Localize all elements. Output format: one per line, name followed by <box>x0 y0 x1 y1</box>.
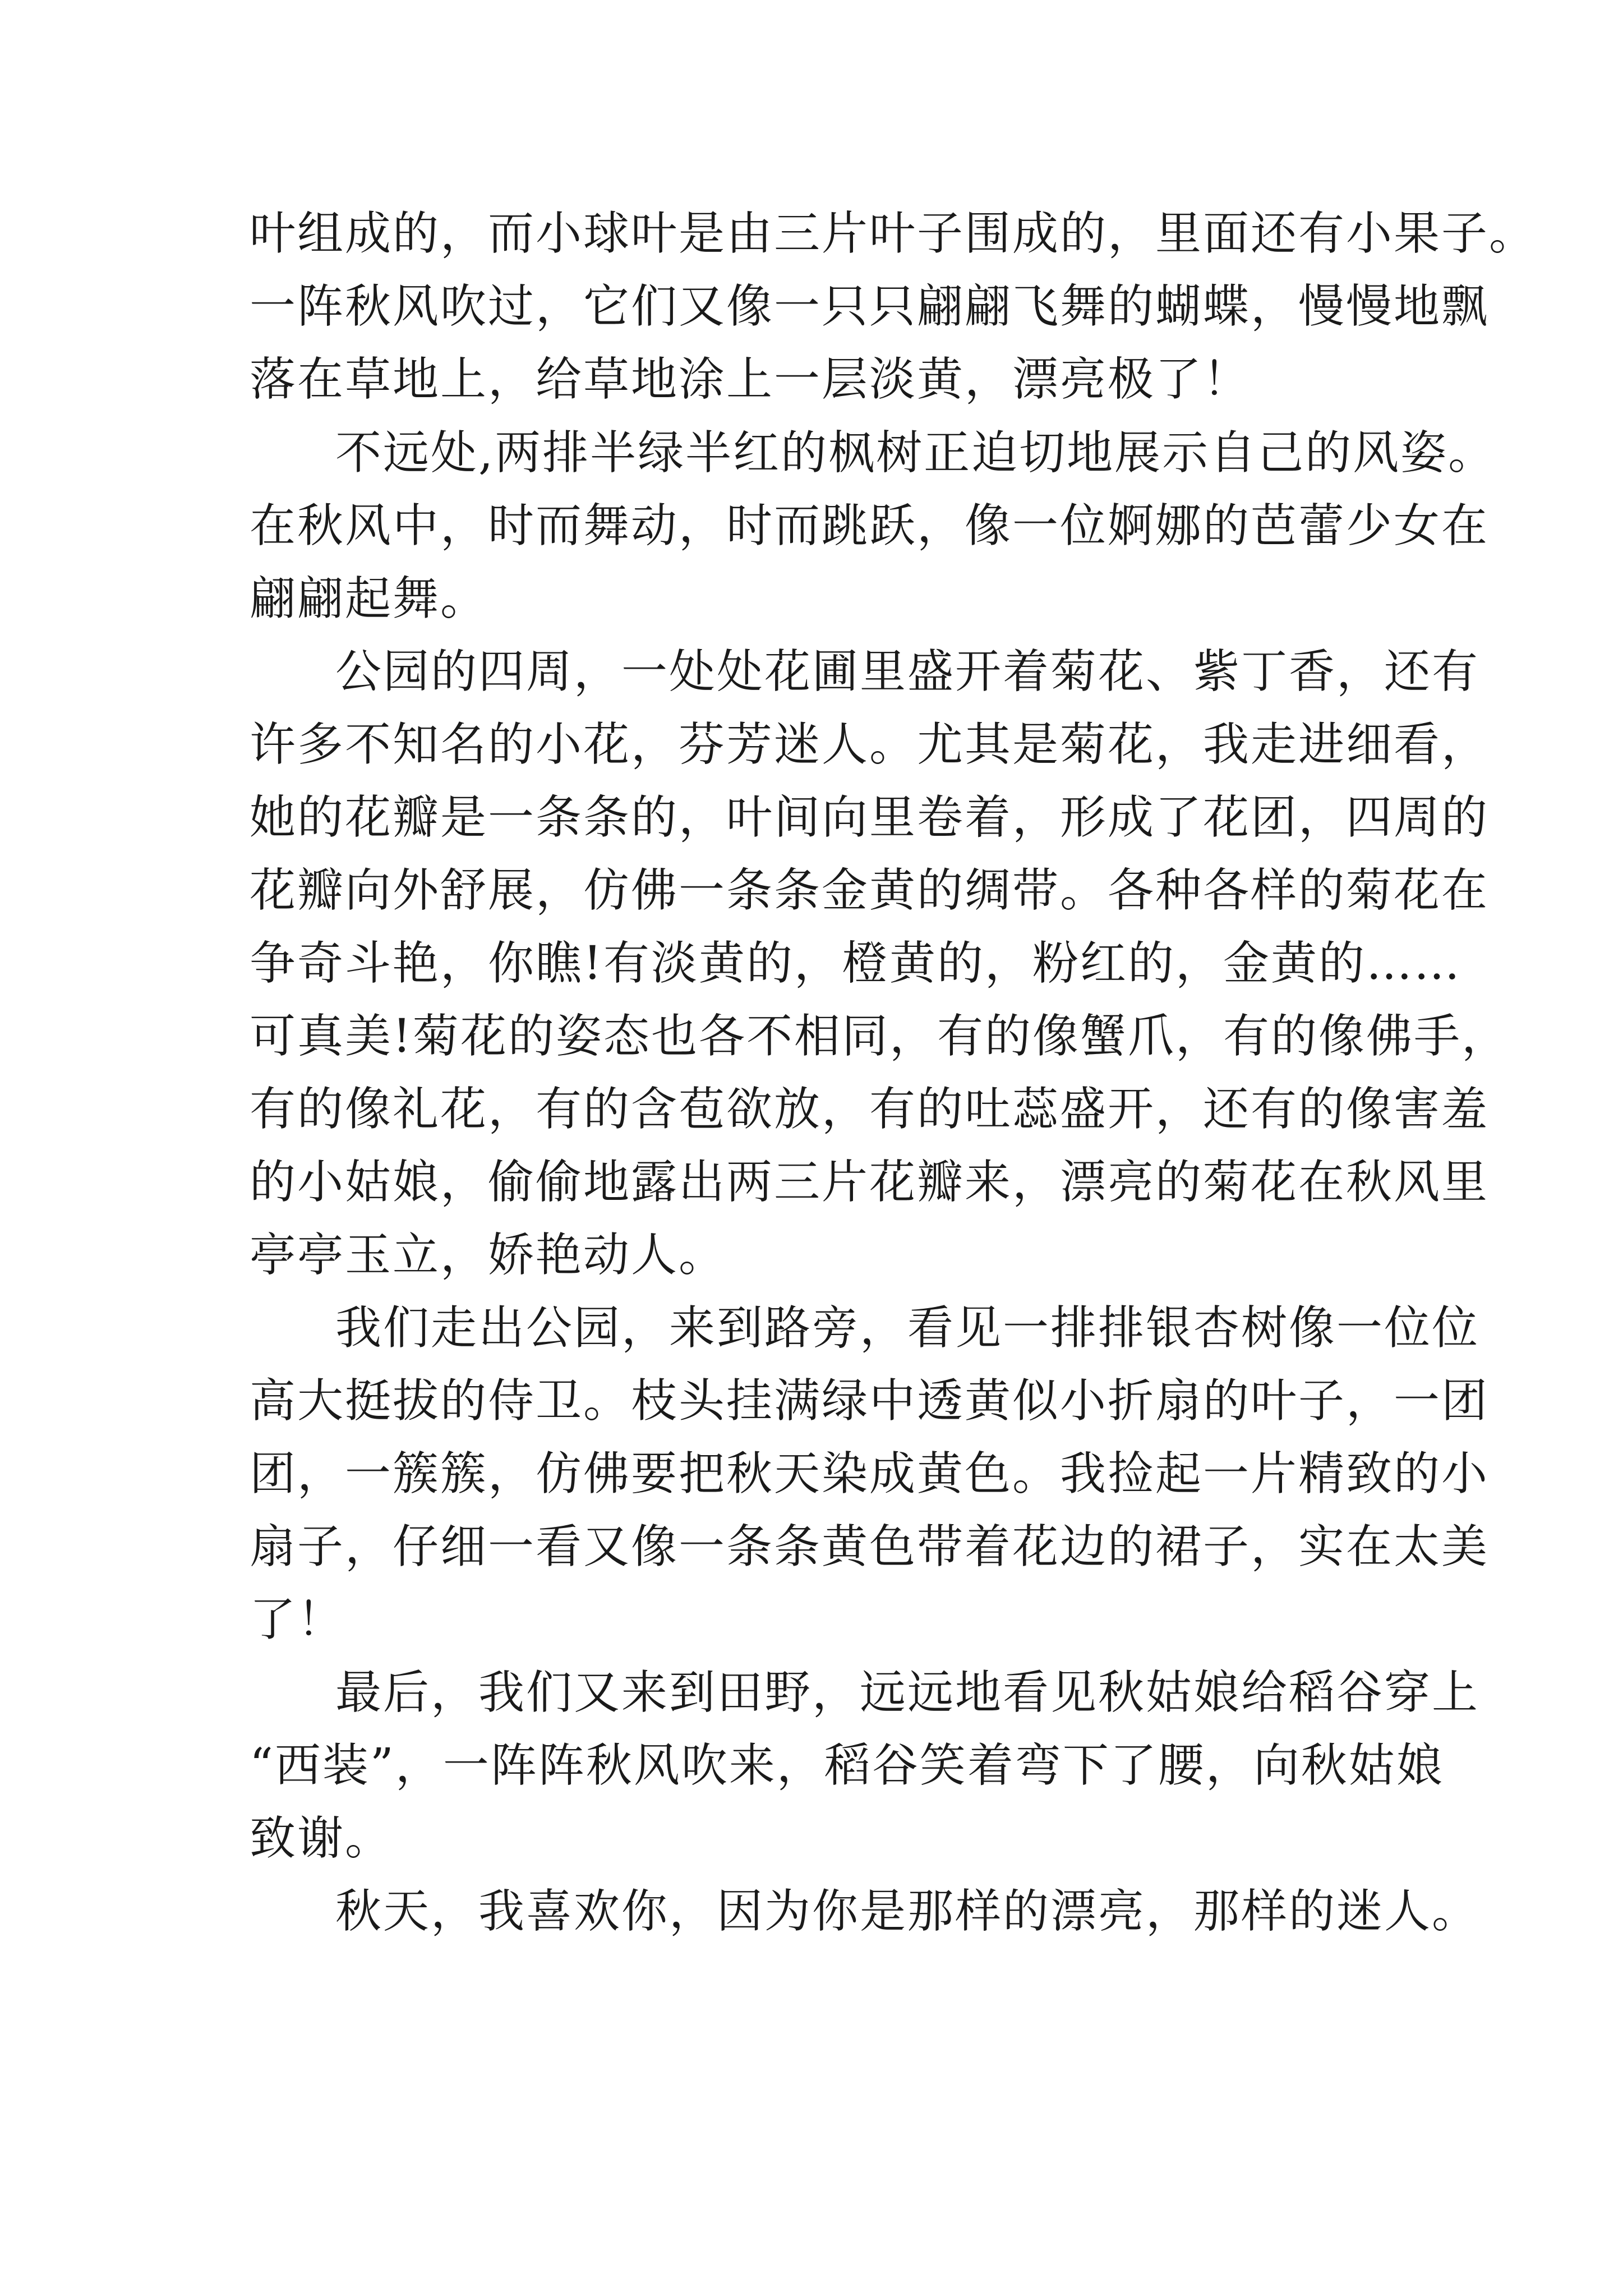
text-line: 落在草地上，给草地涂上一层淡黄，漂亮极了！ <box>250 353 1251 406</box>
text-line: 的小姑娘，偷偷地露出两三片花瓣来，漂亮的菊花在秋风里 <box>250 1156 1490 1209</box>
text-line: 叶组成的，而小球叶是由三片叶子围成的，里面还有小果子。 <box>250 207 1537 260</box>
text-line: 致谢。 <box>250 1812 393 1865</box>
text-line: 亭亭玉立，娇艳动人。 <box>250 1228 727 1282</box>
text-line: 我们走出公园，来到路旁，看见一排排银杏树像一位位 <box>335 1301 1480 1355</box>
text-line: 不远处,两排半绿半红的枫树正迫切地展示自己的风姿。 <box>335 426 1496 480</box>
text-line: 可真美!菊花的姿态也各不相同，有的像蟹爪，有的像佛手， <box>250 1010 1509 1063</box>
text-line: 团，一簇簇，仿佛要把秋天染成黄色。我捡起一片精致的小 <box>250 1447 1490 1501</box>
text-line: 秋天，我喜欢你，因为你是那样的漂亮，那样的迷人。 <box>335 1885 1480 1938</box>
text-line: 公园的四周，一处处花圃里盛开着菊花、紫丁香，还有 <box>335 645 1480 698</box>
text-line: 最后，我们又来到田野，远远地看见秋姑娘给稻谷穿上 <box>335 1666 1480 1719</box>
text-line: 翩翩起舞。 <box>250 572 488 625</box>
text-line: 有的像礼花，有的含苞欲放，有的吐蕊盛开，还有的像害羞 <box>250 1083 1490 1136</box>
text-line: “西装”，一阵阵秋风吹来，稻谷笑着弯下了腰，向秋姑娘 <box>250 1739 1444 1792</box>
text-line: 争奇斗艳，你瞧!有淡黄的，橙黄的，粉红的，金黄的…… <box>250 937 1461 990</box>
text-line: 高大挺拔的侍卫。枝头挂满绿中透黄似小折扇的叶子，一团 <box>250 1374 1490 1428</box>
text-line: 她的花瓣是一条条的，叶间向里卷着，形成了花团，四周的 <box>250 791 1490 844</box>
text-line: 在秋风中，时而舞动，时而跳跃，像一位婀娜的芭蕾少女在 <box>250 499 1490 553</box>
text-line: 花瓣向外舒展，仿佛一条条金黄的绸带。各种各样的菊花在 <box>250 864 1490 917</box>
text-line: 了！ <box>250 1593 345 1646</box>
text-line: 许多不知名的小花，芬芳迷人。尤其是菊花，我走进细看， <box>250 718 1490 771</box>
text-line: 一阵秋风吹过，它们又像一只只翩翩飞舞的蝴蝶，慢慢地飘 <box>250 280 1490 333</box>
text-line: 扇子，仔细一看又像一条条黄色带着花边的裙子，实在太美 <box>250 1520 1490 1573</box>
